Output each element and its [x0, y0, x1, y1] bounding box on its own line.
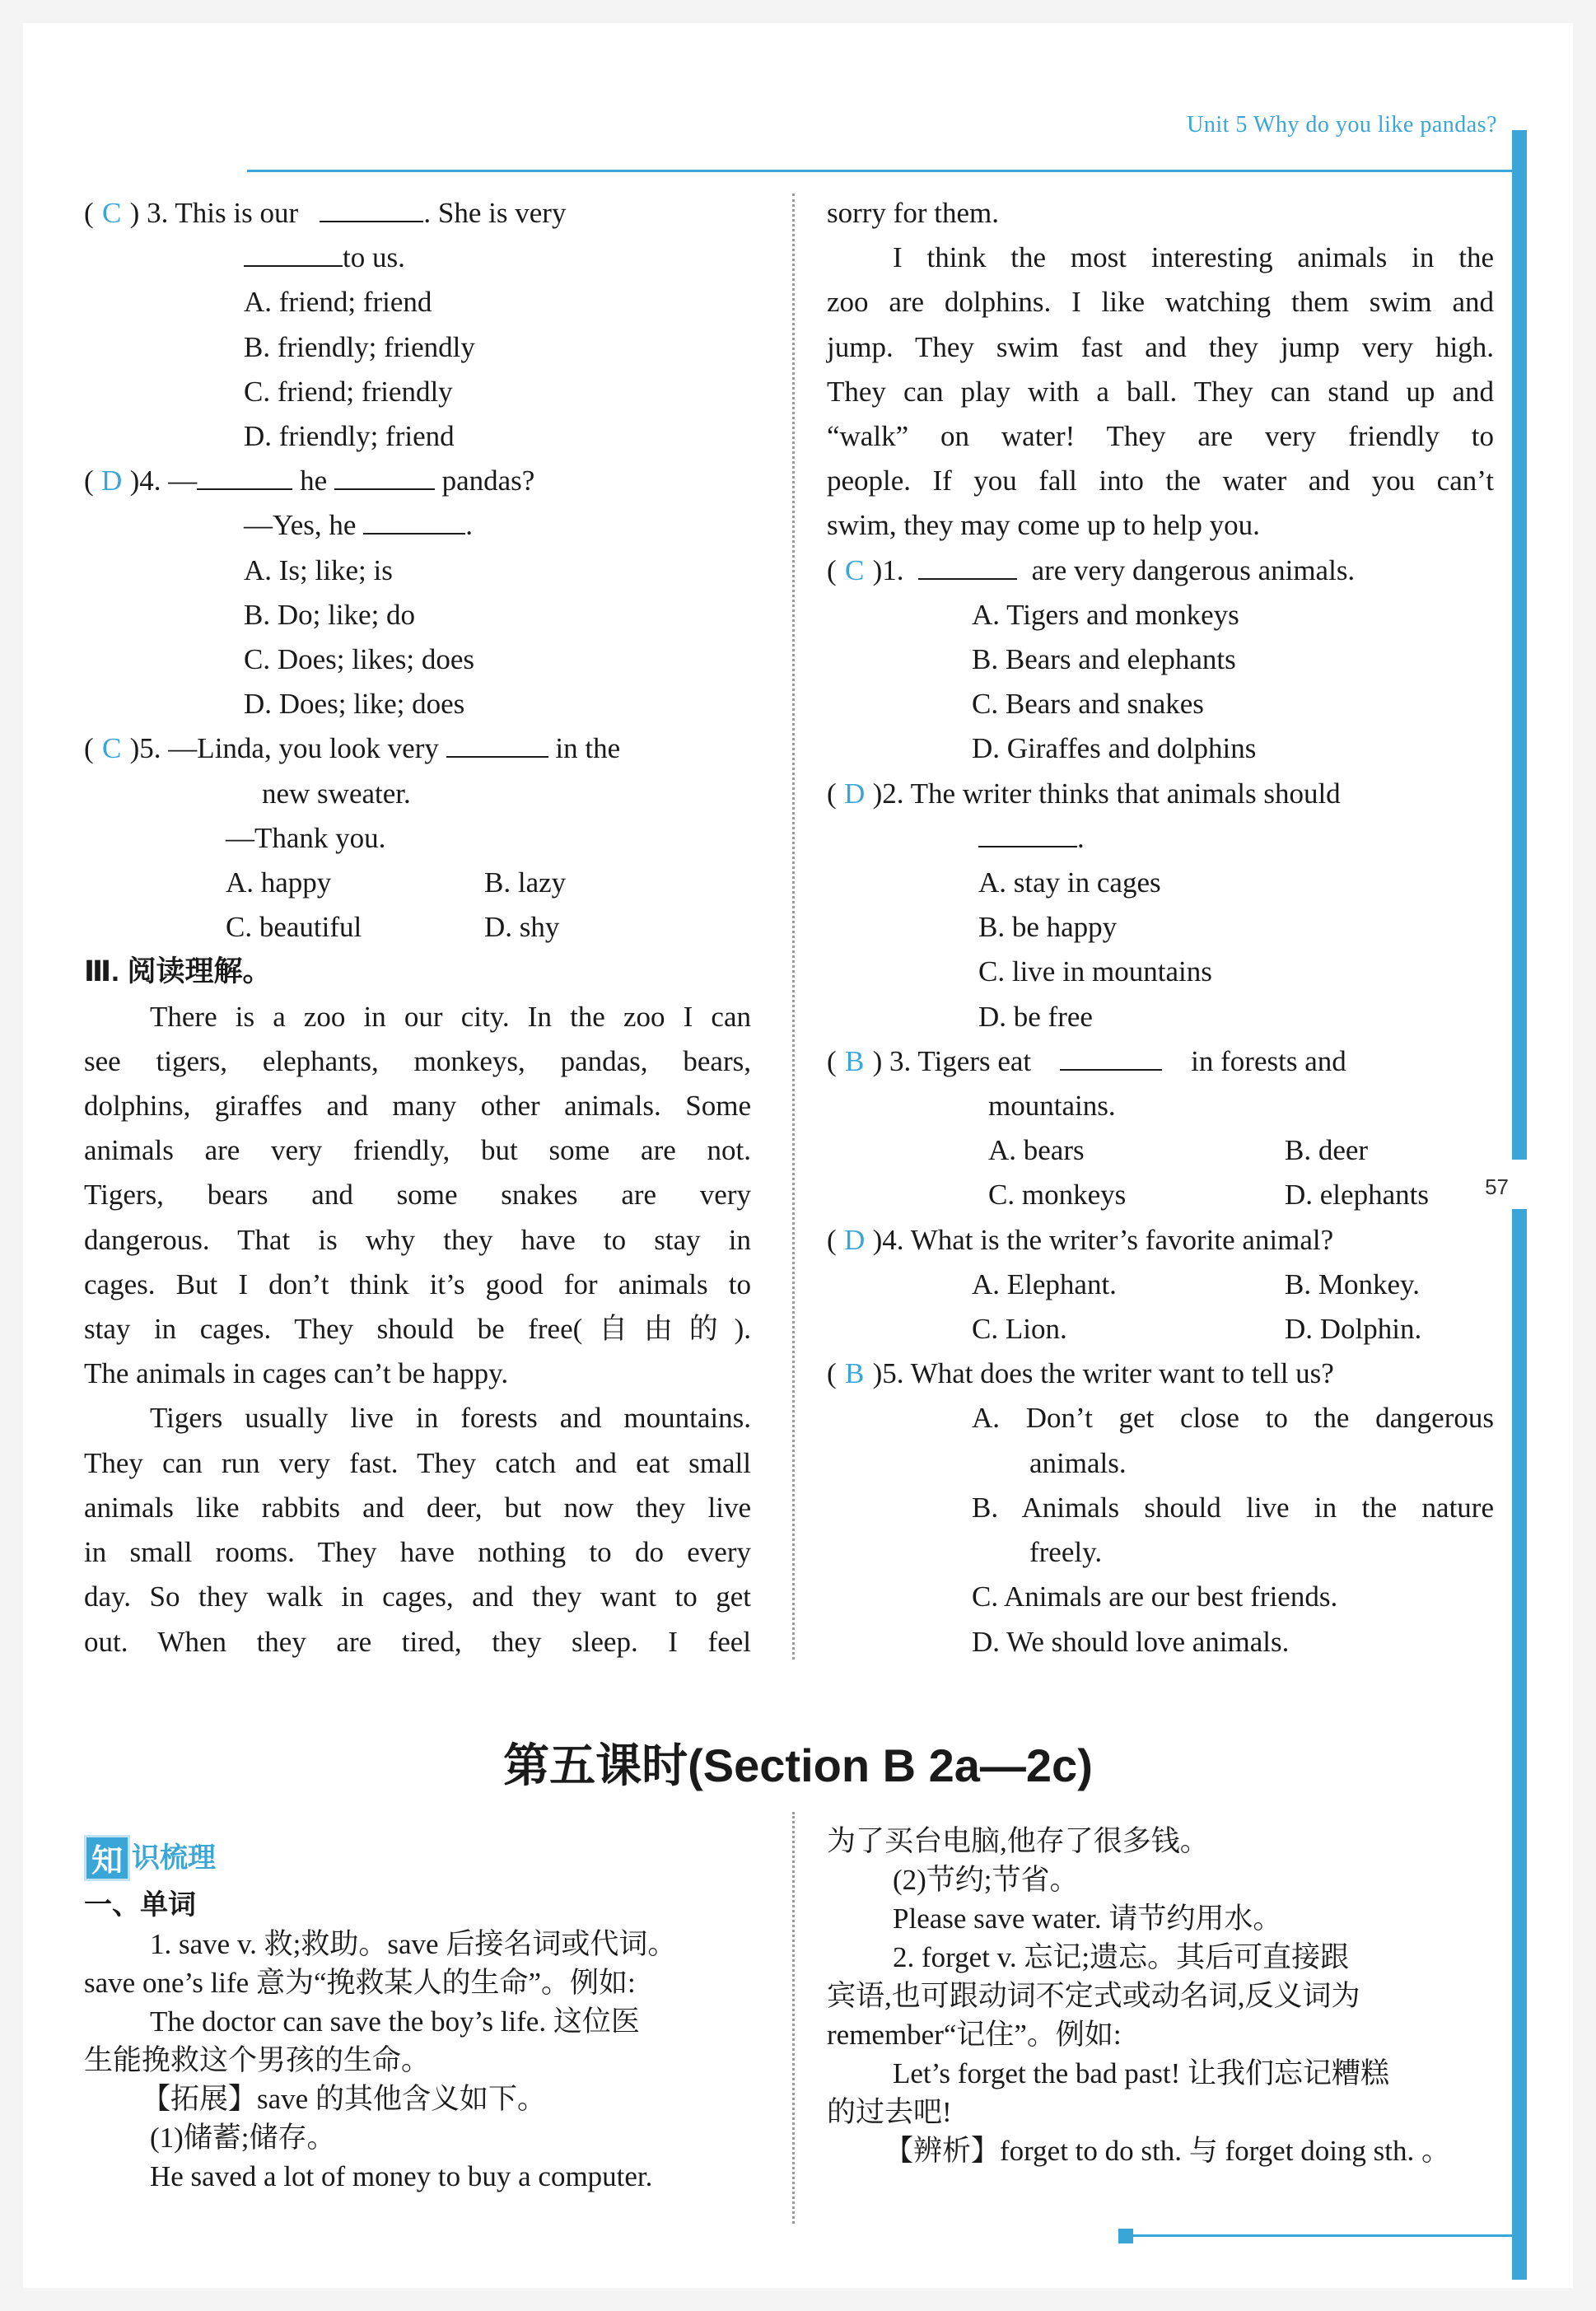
blank [1060, 1039, 1162, 1071]
passage-line: out. When they are tired, they sleep. I feel [84, 1625, 751, 1658]
passage-line: “walk” on water! They are very friendly to [827, 420, 1494, 453]
blank [446, 726, 548, 758]
passage-line: day. So they walk in cages, and they want to get [84, 1580, 751, 1613]
reading-question-5: ( B )5. What does the writer want to tell us? [827, 1352, 1494, 1396]
section-title: 第五课时(Section B 2a—2c) [503, 1739, 1093, 1793]
passage-line: animals like rabbits and deer, but now they live [84, 1491, 751, 1524]
passage-line: I think the most interesting animals in the [893, 241, 1494, 274]
footer-rule [1127, 2234, 1527, 2237]
reading-question-4: ( D )4. What is the writer’s favorite animal? [827, 1218, 1494, 1263]
blank [197, 459, 292, 490]
knowledge-badge-icon: 知 [84, 1835, 130, 1881]
passage-line: dolphins, giraffes and many other animals. Some [84, 1090, 751, 1123]
answer-r5: B [844, 1357, 865, 1390]
blank [244, 236, 343, 267]
answer-q4: D [101, 465, 123, 497]
option: B. be happy [978, 911, 1118, 944]
option: A. happy [226, 866, 332, 899]
answer-r2: D [844, 777, 866, 810]
option: D. Does; like; does [244, 688, 465, 721]
question-3: ( C ) 3. This is our . She is very [84, 191, 751, 236]
left-column: ( C ) 3. This is our . She is very to us. A. friend; friend B. friendly; friendly C. friend; friendly D. friendly; friend ( D )4. — he pandas? —Yes, he . A. Is; like; is B. Do; like; do C. Does; likes; does D. Does; like; does ( C )5. —Linda, you look very in the new sweater. —Thank you. A. happy B. lazy C. beautiful D. shy Ⅲ. 阅读理解。 There is a zoo in our city. In the zoo I can see tigers, elephants, monkeys, pandas, bears, dolphins, giraffes and many other animals. Some animals are very friendly, but some are not. Tigers, bears and some snakes are very dangerous. That is why they have to stay in cages. But I don’t think it’s good for animals to stay in cages. They should be free(自由的). The animals in cages can’t be happy. Tigers usually live in forests and mountains. They can run very fast. They catch and eat small animals like rabbits and deer, but now they live in small rooms. They have nothing to do every day. So they walk in cages, and they want to get out. When they are tired, they sleep. I feel [84, 191, 751, 1664]
blank [320, 191, 423, 222]
passage-line: jump. They swim fast and they jump very high. [827, 330, 1494, 363]
option: B. lazy [484, 866, 567, 899]
knowledge-left: 知 识梳理 一、单词 1. save v. 救;救助。save 后接名词或代词。 save one’s life 意为“挽救某人的生命”。例如: The doctor can save the boy’s life. 这位医 生能挽救这个男孩的生命。 【拓展】save 的其他含义如下。 (1)储蓄;储存。 He saved a lot of money to buy a computer. [84, 1835, 759, 2196]
side-bar-top [1512, 130, 1527, 1160]
reading-question-1: ( C )1. are very dangerous animals. [827, 549, 1494, 593]
answer-q3: C [101, 197, 122, 229]
blank [918, 549, 1017, 580]
passage-line: stay in cages. They should be free(自由的). [84, 1313, 751, 1346]
footer-square-icon [1118, 2229, 1133, 2243]
option: D. friendly; friend [244, 420, 455, 453]
reading-question-2: ( D )2. The writer thinks that animals should [827, 772, 1494, 816]
knowledge-tag: 知 识梳理 [84, 1835, 216, 1881]
answer-r4: D [844, 1223, 866, 1256]
option: A. friend; friend [244, 286, 432, 319]
option: B. Bears and elephants [972, 643, 1236, 676]
option: C. beautiful [226, 911, 362, 944]
option: D. be free [978, 1000, 1093, 1033]
answer-q5: C [101, 732, 122, 765]
passage-line: dangerous. That is why they have to stay in [84, 1223, 751, 1256]
header-rule [247, 170, 1527, 172]
passage-line: Tigers usually live in forests and mountains. [150, 1402, 751, 1435]
option: C. Bears and snakes [972, 688, 1204, 721]
blank [363, 503, 465, 535]
option: C. Animals are our best friends. [972, 1580, 1338, 1613]
option: B. Monkey. [1285, 1268, 1420, 1300]
knowledge-right: 为了买台电脑,他存了很多钱。 (2)节约;节省。 Please save water. 请节约用水。 2. forget v. 忘记;遗忘。其后可直接跟 宾语,也可跟动词不定式或动名词,反义词为 remember“记住”。例如: Let’s forget the bad past! 让我们忘记糟糕 的过去吧! 【辨析】forget to do sth. 与 forget doing sth. 。 [827, 1825, 1451, 2167]
passage-line: animals are very friendly, but some are not. [84, 1134, 751, 1167]
option: D. shy [484, 911, 560, 944]
subheading-words: 一、单词 [84, 1888, 196, 1921]
reading-heading: Ⅲ. 阅读理解。 [84, 955, 272, 988]
question-5: ( C )5. —Linda, you look very in the [84, 726, 751, 771]
passage-line: swim, they may come up to help you. [827, 509, 1260, 542]
option: C. Lion. [972, 1313, 1067, 1346]
option: B. Do; like; do [244, 598, 416, 631]
option: C. live in mountains [978, 955, 1212, 988]
blank [334, 459, 435, 490]
page-number: 57 [1485, 1174, 1509, 1199]
option: B. Animals should live in the nature [972, 1491, 1494, 1524]
passage-line: cages. But I don’t think it’s good for animals to [84, 1268, 751, 1300]
passage-line: They can run very fast. They catch and eat small [84, 1446, 751, 1479]
passage-line: people. If you fall into the water and you can’t [827, 465, 1494, 497]
unit-header: Unit 5 Why do you like pandas? [1187, 112, 1497, 138]
option: animals. [1029, 1446, 1127, 1479]
option: A. stay in cages [978, 866, 1161, 899]
passage-line: There is a zoo in our city. In the zoo I can [150, 1000, 751, 1033]
option: A. Elephant. [972, 1268, 1117, 1300]
option: freely. [1029, 1536, 1103, 1569]
option: B. friendly; friendly [244, 330, 475, 363]
question-4: ( D )4. — he pandas? [84, 459, 751, 503]
passage-line: zoo are dolphins. I like watching them swim and [827, 286, 1494, 319]
option: D. elephants [1285, 1179, 1429, 1212]
option: C. friend; friendly [244, 375, 453, 408]
option: A. bears [988, 1134, 1085, 1167]
answer-r3: B [844, 1044, 865, 1077]
right-column: sorry for them. I think the most interesting animals in the zoo are dolphins. I like watching them swim and jump. They swim fast and they jump very high. They can play with a ball. They can stand up and “walk” on water! They are very friendly to people. If you fall into the water and you can’t swim, they may come up to help you. ( C )1. are very dangerous animals. A. Tigers and monkeys B. Bears and elephants C. Bears and snakes D. Giraffes and dolphins ( D )2. The writer thinks that animals should . A. stay in cages B. be happy C. live in mountains D. be free ( B ) 3. Tigers eat in forests and mountains. A. bears B. deer C. monkeys D. elephants ( D )4. What is the writer’s favorite animal? A. Elephant. B. Monkey. C. Lion. D. Dolphin. ( B )5. What does the writer want to tell us? A. Don’t get close to the dangerous animals. B. Animals should live in the nature freely. C. Animals are our best friends. D. We should love animals. [827, 191, 1494, 1664]
option: D. We should love animals. [972, 1625, 1290, 1658]
column-divider-lower [792, 1812, 795, 2224]
passage-line: The animals in cages can’t be happy. [84, 1357, 509, 1390]
option: D. Giraffes and dolphins [972, 732, 1257, 765]
passage-line: sorry for them. [827, 197, 999, 229]
column-divider [792, 194, 795, 1660]
option: A. Don’t get close to the dangerous [972, 1402, 1494, 1435]
option: C. Does; likes; does [244, 643, 474, 676]
option: A. Is; like; is [244, 553, 393, 586]
option: B. deer [1285, 1134, 1369, 1167]
blank [978, 816, 1077, 847]
passage-line: They can play with a ball. They can stand up and [827, 375, 1494, 408]
option: A. Tigers and monkeys [972, 598, 1239, 631]
answer-r1: C [844, 553, 865, 586]
option: D. Dolphin. [1285, 1313, 1422, 1346]
passage-line: see tigers, elephants, monkeys, pandas, bears, [84, 1044, 751, 1077]
passage-line: Tigers, bears and some snakes are very [84, 1179, 751, 1212]
passage-line: in small rooms. They have nothing to do every [84, 1536, 751, 1569]
reading-question-3: ( B ) 3. Tigers eat in forests and [827, 1039, 1494, 1084]
option: C. monkeys [988, 1179, 1127, 1212]
